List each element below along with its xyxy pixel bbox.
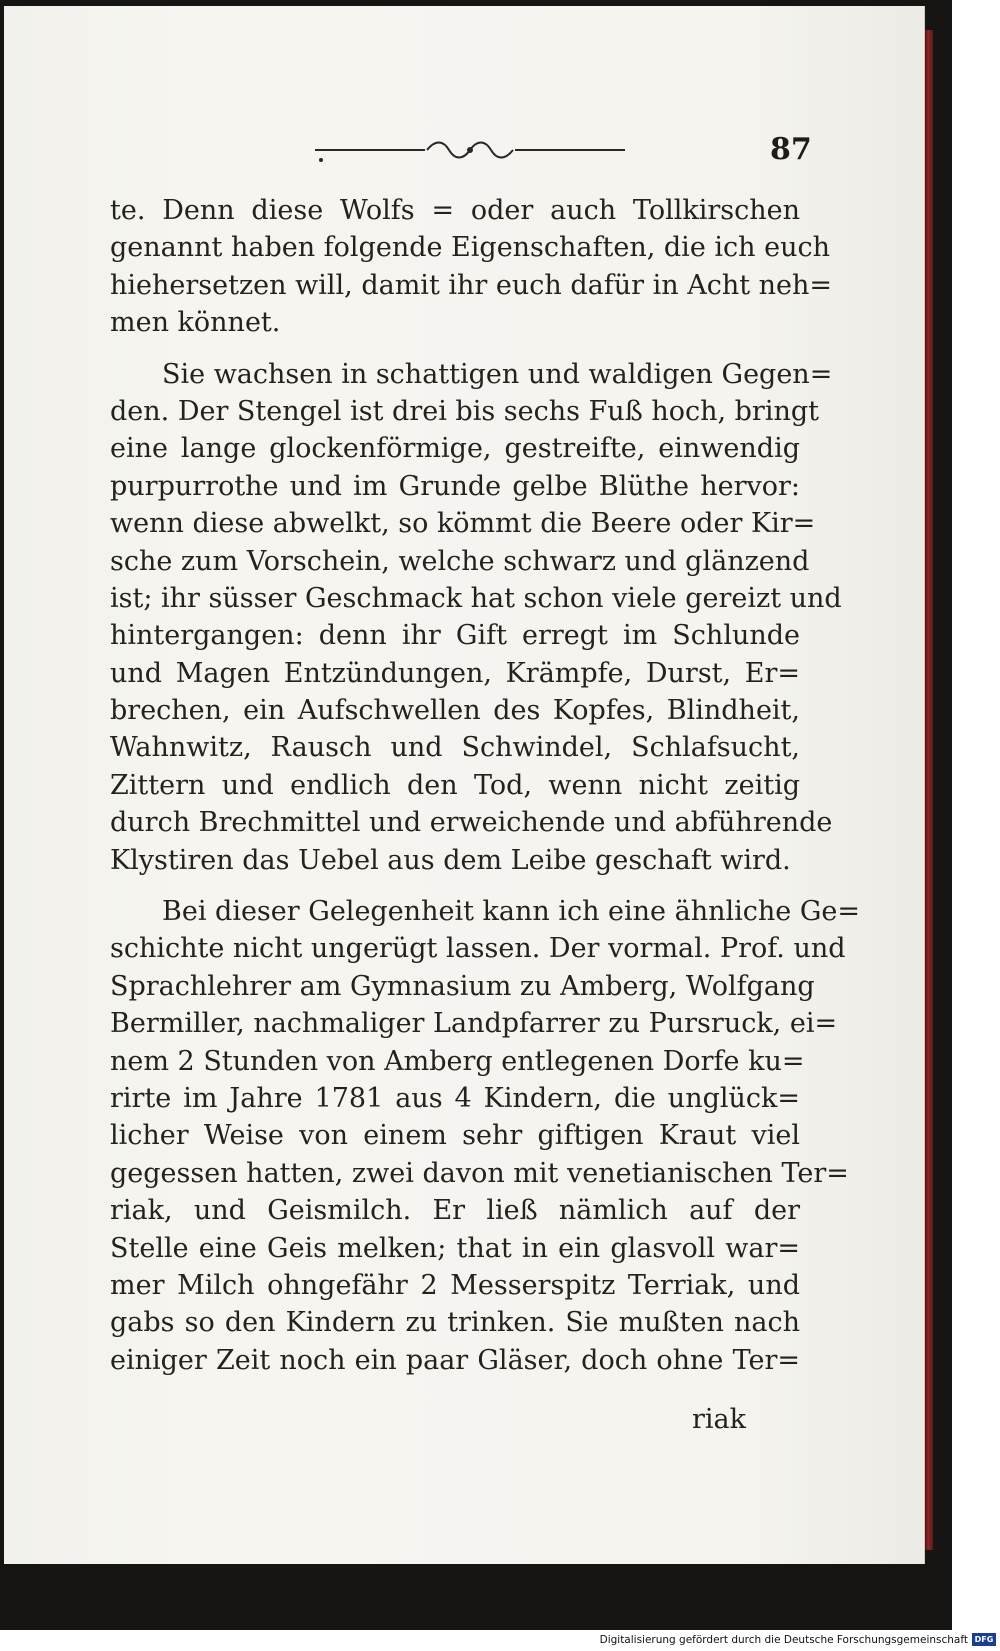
- text-line: den. Der Stengel ist drei bis sechs Fuß hoch, bringt: [110, 395, 819, 427]
- text-line: rirte im Jahre 1781 aus 4 Kindern, die unglück=: [110, 1082, 800, 1114]
- text-line: brechen, ein Aufschwellen des Kopfes, Blindheit,: [110, 695, 800, 727]
- text-line: gabs so den Kindern zu trinken. Sie mußten nach: [110, 1307, 800, 1339]
- text-line: licher Weise von einem sehr giftigen Kraut viel: [110, 1120, 800, 1152]
- text-line: sche zum Vorschein, welche schwarz und glänzend: [110, 545, 810, 577]
- text-line: hiehersetzen will, damit ihr euch dafür in Acht neh=: [110, 269, 833, 301]
- text-line: mer Milch ohngefähr 2 Messerspitz Terriak, und: [110, 1269, 800, 1301]
- text-line: genannt haben folgende Eigenschaften, die ich euch: [110, 232, 830, 264]
- catchword: riak: [692, 1404, 746, 1435]
- text-line: wenn diese abwelkt, so kömmt die Beere oder Kir=: [110, 508, 816, 540]
- text-line: Bermiller, nachmaliger Landpfarrer zu Pursruck, ei=: [110, 1008, 838, 1040]
- text-line: schichte nicht ungerügt lassen. Der vormal. Prof. und: [110, 933, 846, 965]
- text-line: eine lange glockenförmige, gestreifte, einwendig: [110, 433, 800, 465]
- text-line: Bei dieser Gelegenheit kann ich eine ähnliche Ge=: [162, 896, 861, 928]
- text-line: gegessen hatten, zwei davon mit venetianischen Ter=: [110, 1157, 849, 1189]
- dfg-logo: DFG: [972, 1633, 996, 1646]
- text-line: und Magen Entzündungen, Krämpfe, Durst, Er=: [110, 657, 800, 689]
- text-line: durch Brechmittel und erweichende und abführende: [110, 807, 833, 839]
- funding-notice: Digitalisierung gefördert durch die Deutsche Forschungsgemeinschaft: [599, 1634, 968, 1646]
- text-line: riak, und Geismilch. Er ließ nämlich auf der: [110, 1195, 800, 1227]
- text-line: men könnet.: [110, 307, 281, 339]
- text-line: Zittern und endlich den Tod, wenn nicht zeitig: [110, 769, 800, 801]
- text-line: Wahnwitz, Rausch und Schwindel, Schlafsucht,: [110, 732, 800, 764]
- page-body: [110, 192, 861, 1379]
- page-number: 87: [770, 132, 812, 167]
- text-line: te. Denn diese Wolfs = oder auch Tollkirschen: [110, 195, 800, 226]
- book-edge: [925, 30, 933, 1550]
- text-line: Klystiren das Uebel aus dem Leibe geschaft wird.: [110, 844, 791, 876]
- text-line: Sprachlehrer am Gymnasium zu Amberg, Wolfgang: [110, 970, 815, 1002]
- text-line: einiger Zeit noch ein paar Gläser, doch ohne Ter=: [110, 1344, 800, 1376]
- header-ornament: [315, 138, 625, 162]
- text-line: Stelle eine Geis melken; that in ein glasvoll war=: [110, 1232, 800, 1264]
- text-line: Sie wachsen in schattigen und waldigen Gegen=: [162, 358, 833, 390]
- text-line: hintergangen: denn ihr Gift erregt im Schlunde: [110, 620, 800, 652]
- text-line: nem 2 Stunden von Amberg entlegenen Dorfe ku=: [110, 1045, 805, 1077]
- text-line: ist; ihr süsser Geschmack hat schon viele gereizt und: [110, 582, 842, 614]
- text-line: purpurrothe und im Grunde gelbe Blüthe hervor:: [110, 470, 800, 502]
